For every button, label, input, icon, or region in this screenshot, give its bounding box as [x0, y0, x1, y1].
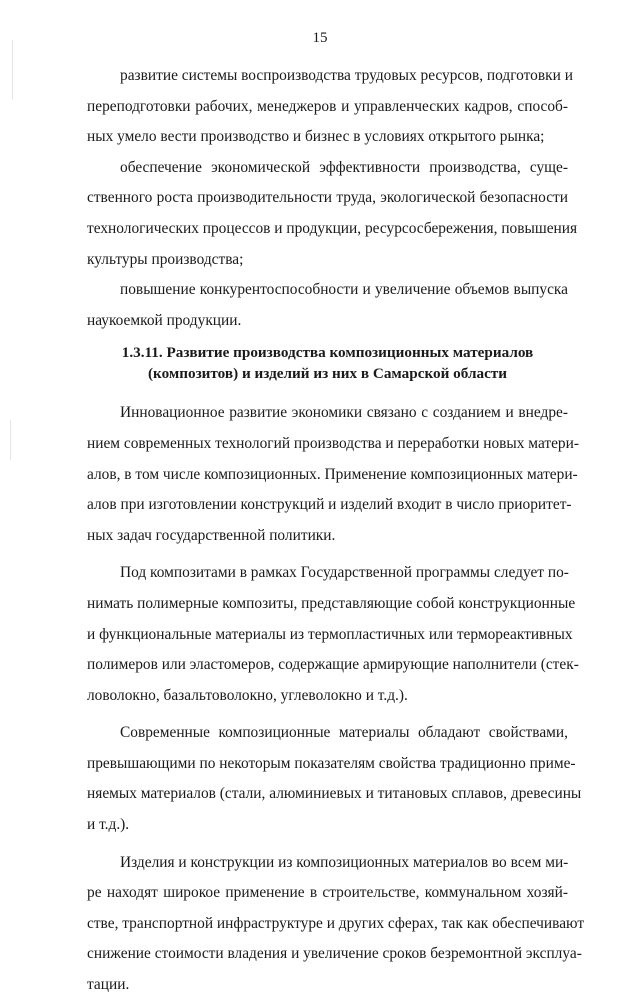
text-line: стве, транспортной инфраструктуре и других сферах, так как обеспечивают — [87, 914, 585, 932]
text-line: тации. — [87, 976, 130, 994]
list-item — [87, 61, 573, 153]
text-line: развитие системы воспроизводства трудовых ресурсов, подготовки и — [120, 67, 573, 84]
text-line: наукоемкой продукции. — [87, 311, 242, 329]
text-line: культуры производства; — [87, 250, 244, 268]
text-line: нимать полимерные композиты, представляющие собой конструкционные — [87, 594, 576, 612]
text-line: обеспечение экономической эффективности производства, суще- — [120, 158, 568, 176]
text-line: ре находят широкое применение в строительстве, коммунальном хозяй- — [87, 884, 568, 902]
text-line: переподготовки рабочих, менеджеров и управленческих кадров, способ- — [87, 97, 568, 115]
text-line: алов при изготовлении конструкций и изделий входит в число приоритет- — [87, 496, 572, 514]
scan-edge-mark — [10, 420, 11, 460]
text-line: ловолокно, базальтоволокно, углеволокно и т.д.). — [87, 686, 408, 704]
text-line: превышающими по некоторым показателям свойства традиционно приме- — [87, 754, 576, 772]
text-line: и т.д.). — [87, 816, 130, 834]
text-line: няемых материалов (стали, алюминиевых и титановых сплавов, древесины — [87, 785, 582, 803]
section-heading-line: 1.3.11. Развитие производства композиционных материалов — [121, 344, 534, 362]
text-line: ных умело вести производство и бизнес в условиях открытого рынка; — [87, 128, 545, 146]
paragraph — [87, 558, 579, 711]
page-number: 15 — [312, 30, 328, 46]
text-line: Изделия и конструкции из композиционных материалов во всем ми- — [120, 853, 569, 871]
section-heading — [87, 342, 568, 384]
text-line: повышение конкурентоспособности и увеличение объемов выпуска — [120, 281, 568, 299]
section-heading-line: (композитов) и изделий из них в Самарской области — [147, 365, 508, 383]
text-line: Под композитами в рамках Государственной программы следует по- — [120, 564, 569, 582]
document-body — [87, 61, 585, 1001]
text-line: технологических процессов и продукции, ресурсосбережения, повышения — [87, 219, 578, 237]
scan-edge-mark — [12, 40, 13, 100]
list-item — [87, 153, 578, 275]
text-line: алов, в том числе композиционных. Применение композиционных матери- — [87, 465, 578, 483]
text-line: Современные композиционные материалы обладают свойствами, — [120, 724, 568, 742]
paragraph — [87, 848, 585, 1001]
text-line: полимеров или эластомеров, содержащие армирующие наполнители (стек- — [87, 656, 579, 674]
text-line: нием современных технологий производства и переработки новых матери- — [87, 434, 579, 452]
text-line: и функциональные материалы из термопластичных или термореактивных — [87, 625, 573, 643]
list-item — [87, 275, 568, 336]
text-line: снижение стоимости владения и увеличение сроков безремонтной эксплуа- — [87, 945, 582, 963]
paragraph — [87, 718, 582, 840]
text-line: Инновационное развитие экономики связано с созданием и внедре- — [120, 404, 568, 422]
text-line: ных задач государственной политики. — [87, 526, 336, 544]
paragraph — [87, 398, 579, 551]
text-line: ственного роста производительности труда, экологической безопасности — [87, 189, 568, 207]
